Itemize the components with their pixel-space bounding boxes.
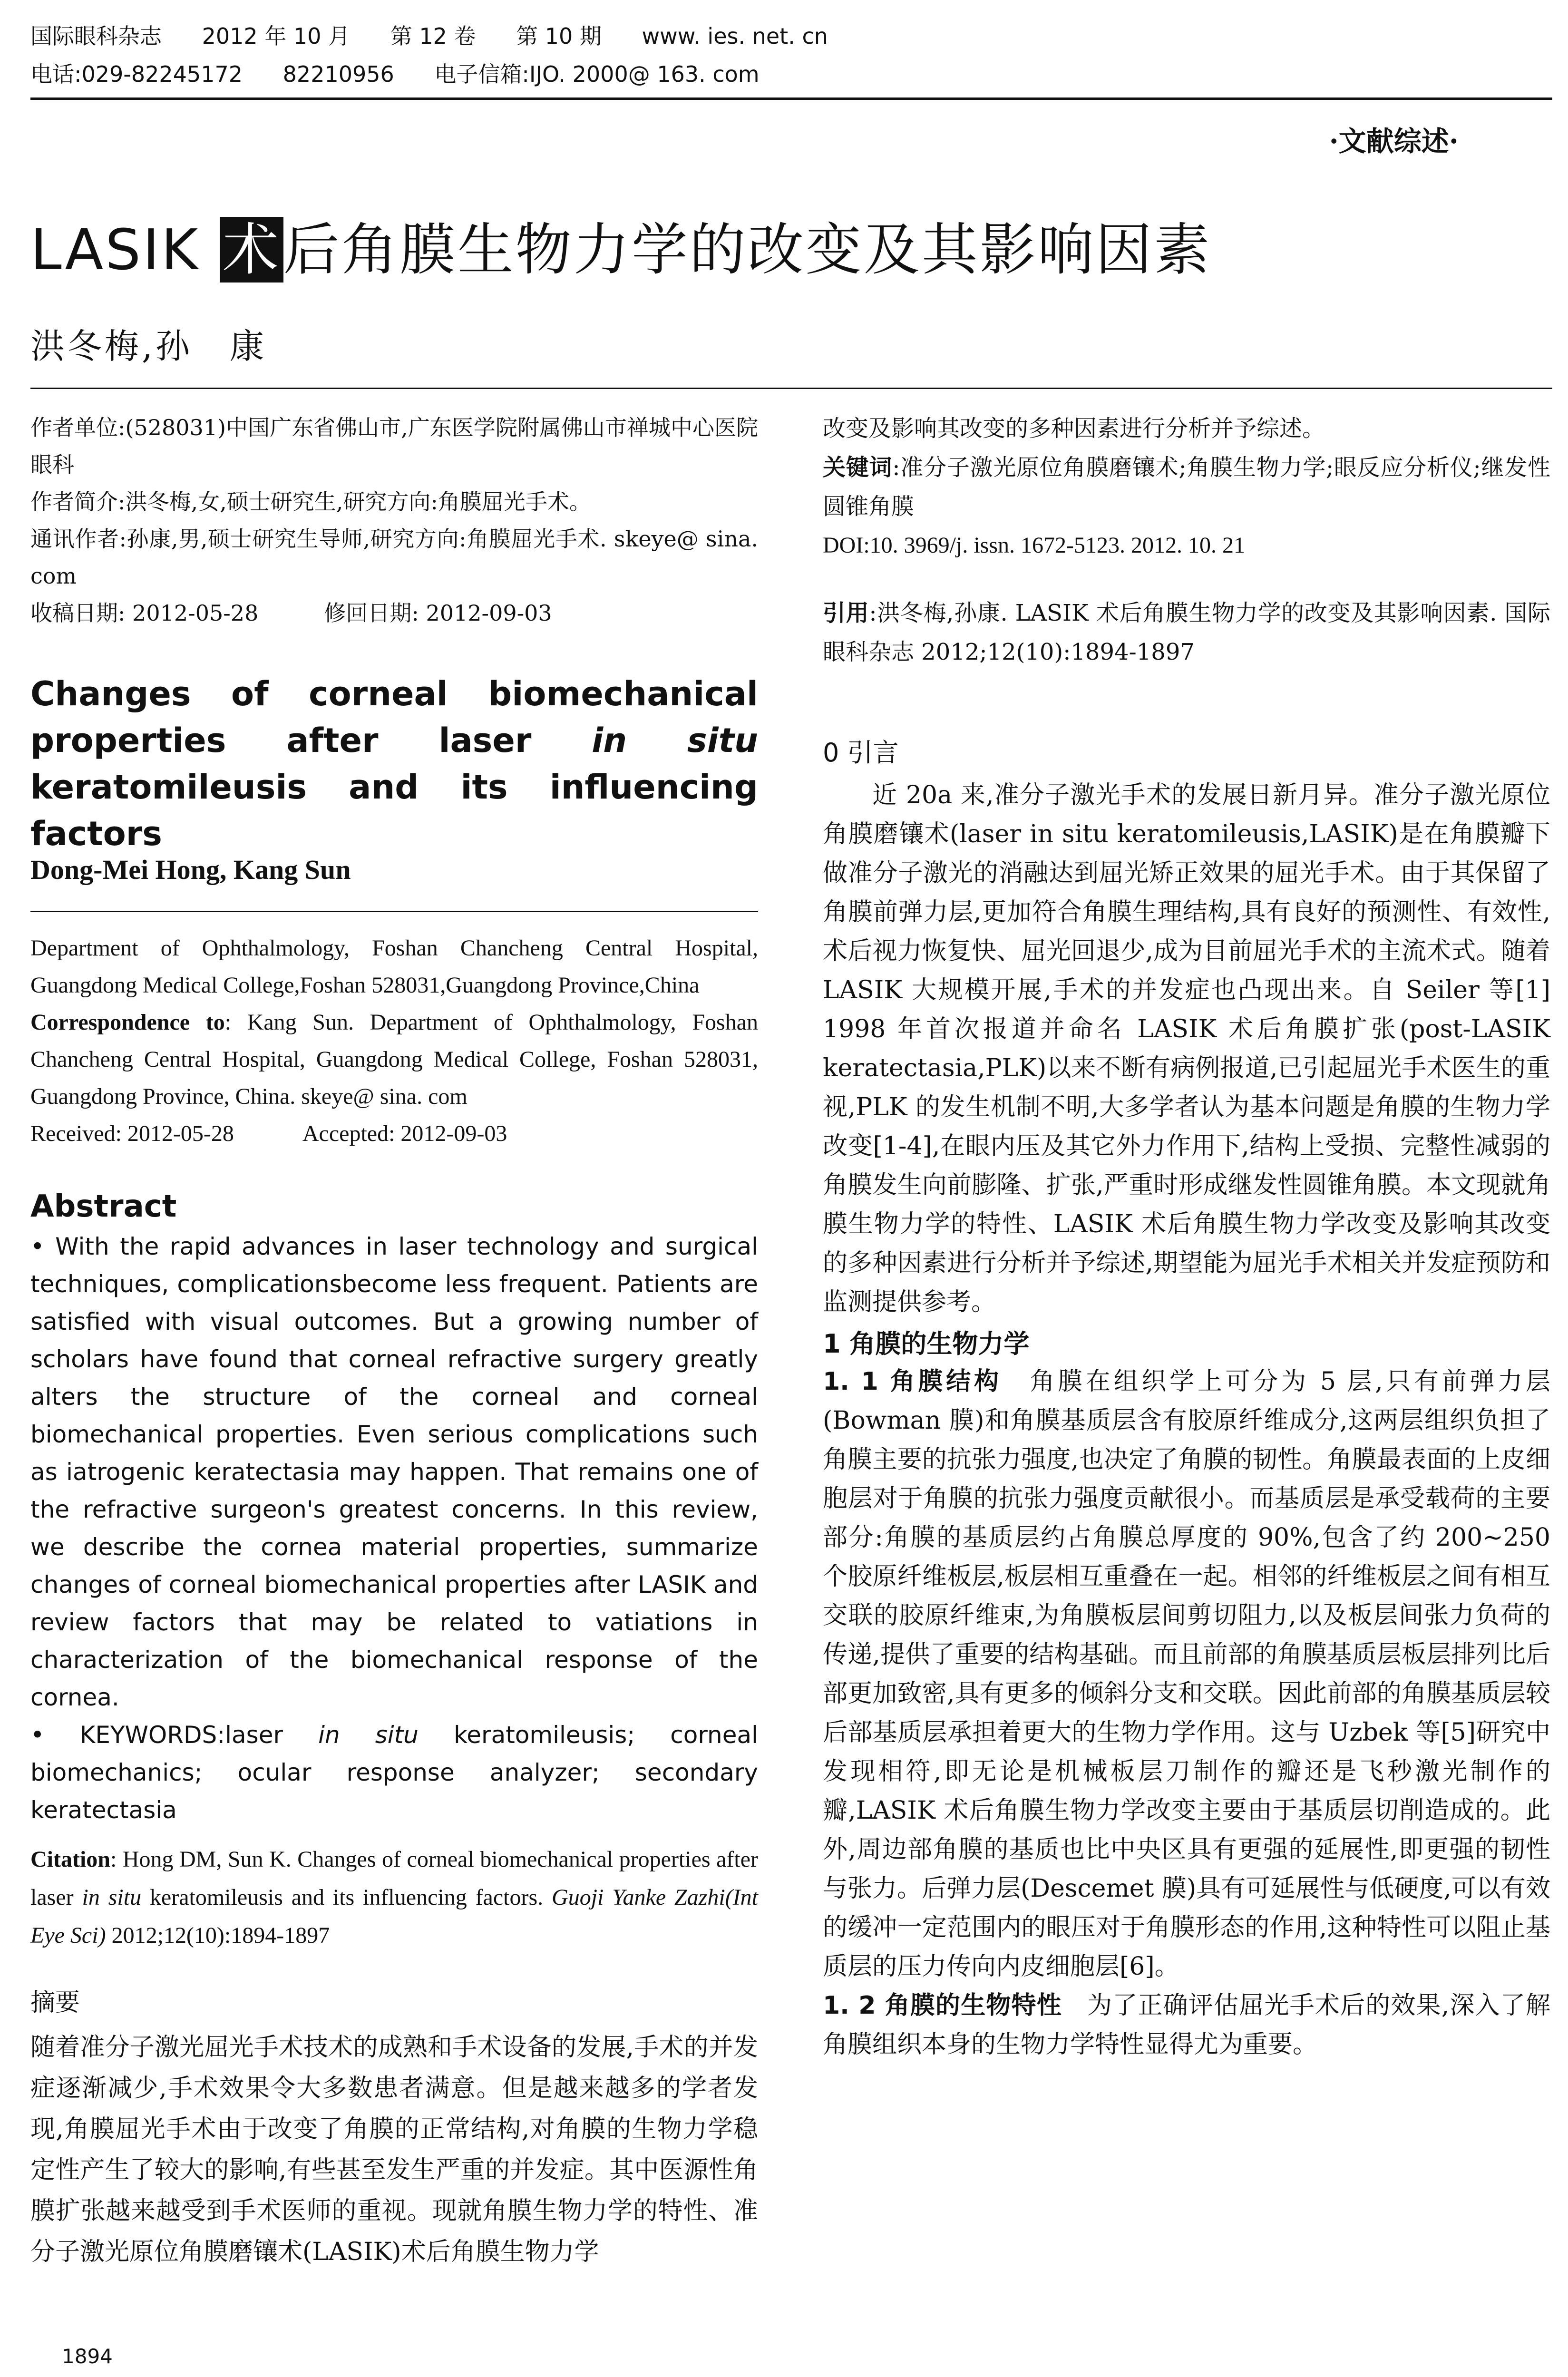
section-tag: ·文献综述·	[1329, 125, 1459, 157]
title-rule	[30, 388, 1552, 389]
volume: 第 12 卷	[390, 23, 476, 49]
chinese-abstract-block	[30, 1983, 758, 2272]
phone-2: 82210956	[282, 61, 394, 87]
english-title: Changes of corneal biomechanical properties after laser in situ keratomileusis and its influencing factors	[30, 674, 759, 853]
email: 电子信箱:IJO. 2000@ 163. com	[434, 61, 760, 87]
english-affiliation: Department of Ophthalmology, Foshan Chancheng Central Hospital, Guangdong Medical College,Foshan 528031,Guangdong Province,China	[30, 935, 758, 998]
section-0-heading: 0 引言	[823, 738, 899, 768]
title-rest: 后角膜生物力学的改变及其影响因素	[283, 217, 1212, 283]
doi: DOI:10. 3969/j. issn. 1672-5123. 2012. 10. 21	[823, 533, 1245, 558]
english-citation: Citation: Hong DM, Sun K. Changes of corneal biomechanical properties after laser in situ keratomileusis and its influencing factors. Guoji Yanke Zazhi(Int Eye Sci) 2012;12(10):1894-1897	[30, 1847, 759, 1948]
introduction-text: 近 20a 来,准分子激光手术的发展日新月异。准分子激光原位角膜磨镶术(laser in situ keratomileusis,LASIK)是在角膜瓣下做准分子激光的消融达到屈光矫正效果的屈光手术。由于其保留了角膜前弹力层,更加符合角膜生理结构,具有良好的预测性、有效性,术后视力恢复快、屈光回退少,成为目前屈光手术的主流术式。随着 LASIK 大规模开展,手术的并发症也凸现出来。自 Seiler 等[1] 1998 年首次报道并命名 LASIK 术后角膜扩张(post-LASIK keratectasia,PLK)以来不断有病例报道,已引起屈光手术医生的重视,PLK 的发生机制不明,大多学者认为基本问题是角膜的生物力学改变[1-4],在眼内压及其它外力作用下,结构上受损、完整性减弱的角膜发生向前膨隆、扩张,严重时形成继发性圆锥角膜。本文现就角膜生物力学的特性、LASIK 术后角膜生物力学改变及影响其改变的多种因素进行分析并予综述,期望能为屈光手术相关并发症预防和监测提供参考。	[823, 781, 1550, 1316]
abstract-text: • With the rapid advances in laser technology and surgical techniques, complicationsbecome less frequent. Patients are satisfied with visual outcomes. But a growing number of scholars have found that corneal refractive surgery greatly alters the structure of the corneal and corneal biomechanical properties. Even serious complications such as iatrogenic keratectasia may happen. That remains one of the refractive surgeon's greatest concerns. In this review, we describe the cornea material properties, summarize changes of corneal biomechanical properties after LASIK and review factors that may be related to vatiations in characterization of the biomechanical response of the cornea.	[30, 1233, 758, 1711]
issue-number: 第 10 期	[516, 23, 602, 49]
article-authors: 洪冬梅,孙 康	[30, 326, 267, 366]
english-authors: Dong-Mei Hong, Kang Sun	[30, 854, 351, 885]
left-column	[30, 409, 758, 632]
chinese-abstract-heading: 摘要	[30, 1988, 80, 2017]
abstract-continued: 改变及影响其改变的多种因素进行分析并予综述。	[823, 415, 1325, 442]
section-1-1-text: 1. 1 角膜结构 角膜在组织学上可分为 5 层,只有前弹力层(Bowman 膜)和角膜基质层含有胶原纤维成分,这两层组织负担了角膜主要的抗张力强度,也决定了角膜的韧性。角膜最表面的上皮细胞层对于角膜的抗张力强度贡献很小。而基质层是承受载荷的主要部分:角膜的基质层约占角膜总厚度的 90%,包含了约 200~250 个胶原纤维板层,板层相互重叠在一起。相邻的纤维板层之间有相互交联的胶原纤维束,为角膜板层间剪切阻力,以及板层间张力负荷的传递,提供了重要的结构基础。而且前部的角膜基质层板层排列比后部更加致密,具有更多的倾斜分支和交联。因此前部的角膜基质层较后部基质层承担着更大的生物力学作用。这与 Uzbek 等[5]研究中发现相符,即无论是机械板层刀制作的瓣还是飞秒激光制作的瓣,LASIK 术后角膜生物力学改变主要由于基质层切削造成的。此外,周边部角膜的基质也比中央区具有更强的延展性,即更强的韧性与张力。后弹力层(Descemet 膜)具有可延展性与低硬度,可以有效的缓冲一定范围内的眼压对于角膜形态的作用,这种特性可以阻止基质层的压力传向内皮细胞层[6]。	[823, 1367, 1550, 1981]
citation-block	[30, 1841, 758, 1955]
journal-header-line1	[30, 19, 861, 50]
english-correspondence: Correspondence to: Kang Sun. Department of Ophthalmology, Foshan Chancheng Central Hospital, Guangdong Medical College, Foshan 528031, Guangdong Province, China. skeye@ sina. com	[30, 1010, 758, 1109]
abstract-heading: Abstract	[30, 1189, 177, 1224]
correspondence-cn: 通讯作者:孙康,男,硕士研究生导师,研究方向:角膜屈光手术. skeye@ sina. com	[30, 526, 758, 589]
english-title-block	[30, 671, 758, 857]
section-1-2-text: 1. 2 角膜的生物特性 为了正确评估屈光手术后的效果,深入了解角膜组织本身的生物力学特性显得尤为重要。	[823, 1991, 1550, 2059]
title-highlight: 术	[220, 217, 283, 283]
english-author-rule	[30, 911, 758, 912]
chinese-citation: 引用:洪冬梅,孙康. LASIK 术后角膜生物力学的改变及其影响因素. 国际眼科杂志 2012;12(10):1894-1897	[823, 600, 1550, 665]
abstract-block	[30, 1189, 758, 1829]
right-column-top	[823, 409, 1550, 672]
phone: 电话:029-82245172	[30, 61, 243, 87]
dates-cn: 收稿日期: 2012-05-28 修回日期: 2012-09-03	[30, 600, 552, 626]
body-text	[823, 732, 1550, 2064]
chinese-abstract-text: 随着准分子激光屈光手术技术的成熟和手术设备的发展,手术的并发症逐渐减少,手术效果令大多数患者满意。但是越来越多的学者发现,角膜屈光手术由于改变了角膜的正常结构,对角膜的生物力学稳定性产生了较大的影响,有些甚至发生严重的并发症。其中医源性角膜扩张越来越受到手术医师的重视。现就角膜生物力学的特性、准分子激光原位角膜磨镶术(LASIK)术后角膜生物力学	[30, 2033, 758, 2266]
english-dates: Received: 2012-05-28 Accepted: 2012-09-03	[30, 1121, 507, 1146]
header-rule	[30, 97, 1552, 100]
chinese-keywords: 关键词:准分子激光原位角膜磨镶术;角膜生物力学;眼反应分析仪;继发性圆锥角膜	[823, 454, 1550, 520]
page-number: 1894	[62, 2345, 113, 2368]
article-title	[30, 205, 1212, 285]
journal-website: www. ies. net. cn	[642, 23, 828, 49]
section-1-heading: 1 角膜的生物力学	[823, 1329, 1030, 1359]
english-authors-block	[30, 854, 758, 886]
affiliation-cn: 作者单位:(528031)中国广东省佛山市,广东医学院附属佛山市禅城中心医院眼科	[30, 415, 758, 477]
author-intro: 作者简介:洪冬梅,女,硕士研究生,研究方向:角膜屈光手术。	[30, 489, 591, 515]
title-prefix: LASIK	[30, 217, 220, 283]
journal-header-line2	[30, 57, 793, 88]
journal-name: 国际眼科杂志	[30, 23, 162, 49]
english-affiliation-block	[30, 930, 758, 1152]
english-keywords: • KEYWORDS:laser in situ keratomileusis; corneal biomechanics; ocular response analyzer; secondary keratectasia	[30, 1721, 758, 1824]
issue-date: 2012 年 10 月	[202, 23, 351, 49]
